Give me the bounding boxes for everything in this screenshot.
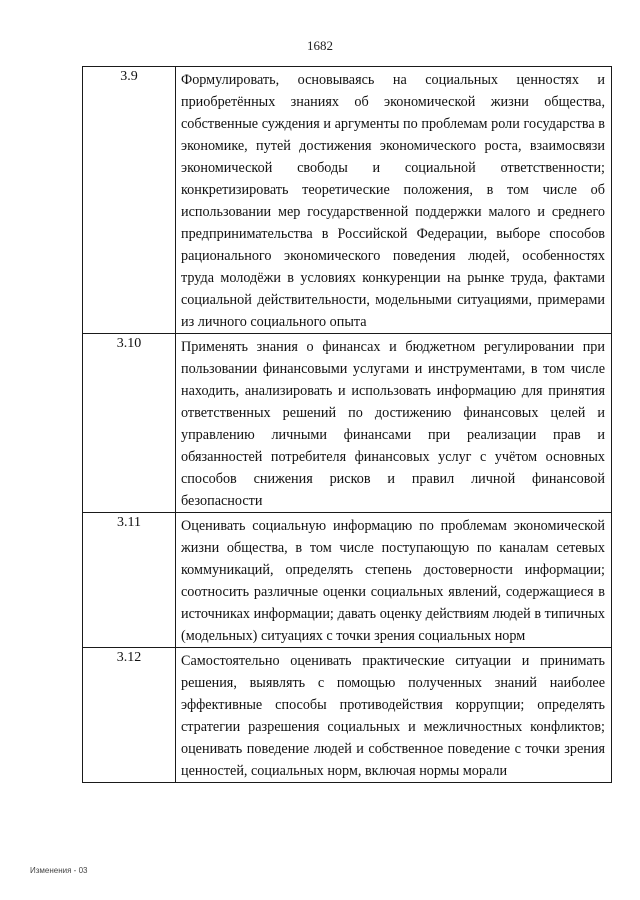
row-number: 3.10 xyxy=(83,334,176,513)
row-text xyxy=(176,67,612,334)
row-paragraph: Применять знания о финансах и бюджетном регулировании при пользовании финансовыми услугами и инструментами, в том числе находить, анализировать и использовать информацию для принятия ответственных решений по достижению финансовых целей и управлению личными финансами при реализации прав и обязанностей потребителя финансовых услуг с учётом основных способов снижения рисков и правил личной финансовой безопасности xyxy=(181,339,605,509)
page-number: 1682 xyxy=(307,38,333,53)
requirements-table xyxy=(82,66,612,783)
row-text xyxy=(176,648,612,783)
row-text xyxy=(176,513,612,648)
row-paragraph: Формулировать, основываясь на социальных ценностях и приобретённых знаниях об экономической жизни общества, собственные суждения и аргументы по проблемам роли государства в экономике, путей достижения экономического роста, взаимосвязи экономической свободы и социальной ответственности; xyxy=(181,72,605,176)
row-paragraph: Самостоятельно оценивать практические ситуации и принимать решения, выявлять с помощью полученных знаний наиболее эффективные способы противодействия коррупции; определять стратегии разрешения социальных и межличностных конфликтов; оценивать поведение людей и собственное поведение с точки зрения ценностей, социальных норм, включая нормы морали xyxy=(181,653,605,779)
table-row xyxy=(83,334,612,513)
row-number: 3.11 xyxy=(83,513,176,648)
row-paragraph: Оценивать социальную информацию по проблемам экономической жизни общества, в том числе поступающую по каналам сетевых коммуникаций, определять степень достоверности информации; соотносить различные оценки социальных явлений, содержащиеся в источниках информации; давать оценку действиям людей в типичных (модельных) ситуациях с точки зрения социальных норм xyxy=(181,518,605,644)
row-text xyxy=(176,334,612,513)
row-paragraph: конкретизировать теоретические положения, в том числе об использовании мер государственной поддержки малого и среднего предпринимательства в Российской Федерации, выборе способов рационального экономического поведения людей, особенностях труда молодёжи в условиях конкуренции на рынке труда, фактами социальной действительности, модельными ситуациями, примерами из личного социального опыта xyxy=(181,182,605,330)
table-row xyxy=(83,67,612,334)
table-row xyxy=(83,513,612,648)
footer-revision: Изменения - 03 xyxy=(30,866,88,875)
row-number: 3.9 xyxy=(83,67,176,334)
row-number: 3.12 xyxy=(83,648,176,783)
table-row xyxy=(83,648,612,783)
